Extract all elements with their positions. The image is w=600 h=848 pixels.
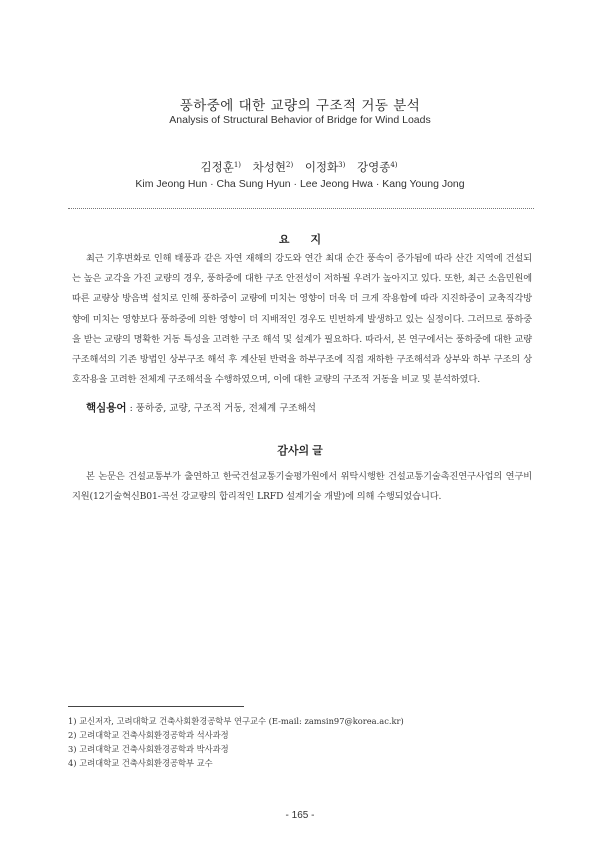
author-name: 차성현: [252, 160, 286, 174]
page-number: - 165 -: [285, 810, 315, 821]
section-divider: [68, 208, 534, 209]
author-name: 이정화: [304, 160, 339, 174]
author-mark: 4): [390, 161, 398, 169]
author-name: 강영종: [357, 160, 391, 174]
keywords-label: 핵심용어: [86, 402, 127, 414]
paper-title-korean: 풍하중에 대한 교량의 구조적 거동 분석: [179, 98, 421, 114]
footnote-item: 1) 교신저자, 고려대학교 건축사회환경공학부 연구교수 (E-mail: zamsin97@korea.ac.kr): [68, 716, 404, 726]
authors-english: Kim Jeong Hun · Cha Sung Hyun · Lee Jeong Hwa · Kang Young Jong: [135, 178, 465, 190]
acknowledgment-body: 본 논문은 건설교통부가 출연하고 한국건설교통기술평가원에서 위탁시행한 건설교통기술촉진연구사업의 연구비 지원(12기술혁신B01-곡선 강교량의 합리적인 LRFD 설계기술 개발)에 의해 수행되었습니다.: [72, 471, 532, 502]
author-mark: 3): [338, 161, 346, 169]
footnote-rule: [68, 706, 244, 707]
footnote-item: 4) 고려대학교 건축사회환경공학부 교수: [68, 758, 213, 768]
author-name: 김정훈: [200, 160, 234, 174]
footnote-item: 2) 고려대학교 건축사회환경공학과 석사과정: [68, 730, 229, 740]
paper-title-english: Analysis of Structural Behavior of Bridge for Wind Loads: [169, 114, 431, 126]
abstract-body: 최근 기후변화로 인해 태풍과 같은 자연 재해의 강도와 연간 최대 순간 풍속이 증가됨에 따라 산간 지역에 건설되는 높은 교각을 가진 교량의 경우, 풍하중에 대한 구조 안전성이 저하될 우려가 높아지고 있다. 또한, 최근 소음민원에 따른 교량상 방음벽 설치로 인해 풍하중이 교량에 미치는 영향이 더욱 더 크게 작용함에 따라 지진하중이 교축직각방향에 미치는 영향보다 풍하중에 의한 영향이 더 지배적인 경우도 빈번하게 발생하고 있는 실정이다. 그러므로 풍하중을 받는 교량의 명확한 거동 특성을 고려한 구조 해석 및 설계가 필요하다. 따라서, 본 연구에서는 풍하중에 대한 교량 구조해석의 기존 방법인 상부구조 해석 후 계산된 반력을 하부구조에 직접 재하한 구조해석과 상부와 하부 구조의 상호작용을 고려한 전체계 구조해석을 수행하였으며, 이에 대한 교량의 구조적 거동을 비교 및 분석하였다.: [72, 253, 532, 386]
authors-korean: [0, 159, 600, 175]
author-mark: 2): [285, 161, 294, 169]
abstract-heading: 요 지: [278, 234, 322, 246]
author-mark: 1): [233, 161, 241, 169]
keywords-line: [86, 400, 526, 415]
keywords-list: 풍하중, 교량, 구조적 거동, 전체계 구조해석: [135, 403, 316, 414]
keywords-separator: :: [129, 403, 133, 414]
footnotes: [68, 714, 538, 770]
acknowledgment-heading: 감사의 글: [277, 445, 323, 457]
footnote-item: 3) 고려대학교 건축사회환경공학과 박사과정: [68, 744, 229, 754]
